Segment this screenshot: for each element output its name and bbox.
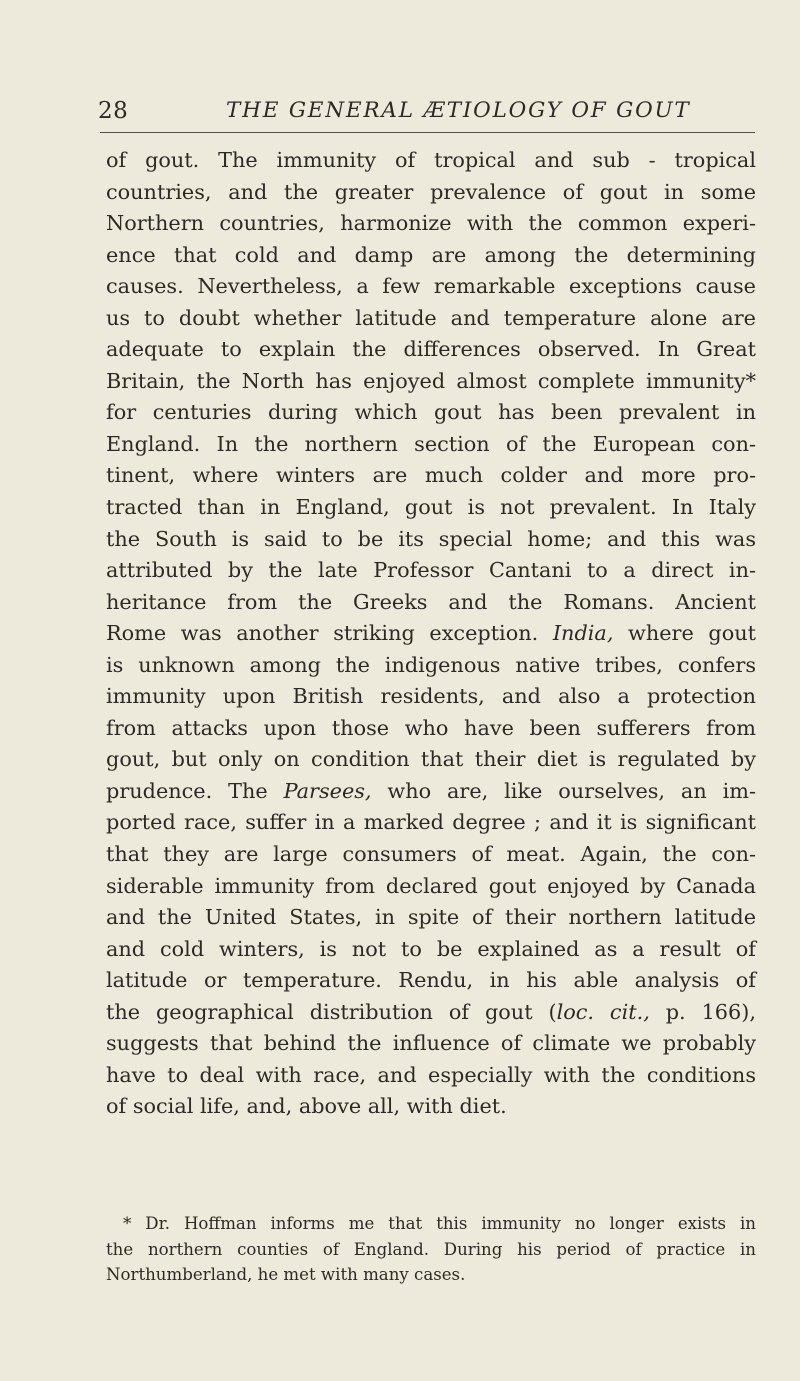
text-line: [106, 776, 756, 808]
text-line: [106, 618, 756, 650]
text-line: immunity upon British residents, and also a protection: [106, 684, 756, 709]
header-rule: [100, 132, 755, 133]
text-line: England. In the northern section of the European con-: [106, 431, 756, 456]
text-line: from attacks upon those who have been sufferers from: [106, 715, 756, 740]
text-line: ence that cold and damp are among the determining: [106, 242, 756, 267]
footnote-line: the northern counties of England. During his period of practice in: [106, 1239, 756, 1259]
text-line: that they are large consumers of meat. Again, the con-: [106, 842, 756, 867]
footnote: [106, 1211, 756, 1288]
text-line: us to doubt whether latitude and temperature alone are: [106, 305, 756, 330]
running-title: THE GENERAL ÆTIOLOGY OF GOUT: [226, 98, 691, 123]
text-line: for centuries during which gout has been prevalent in: [106, 400, 756, 425]
text-line: Northern countries, harmonize with the common experi-: [106, 211, 756, 236]
text-line: of social life, and, above all, with diet.: [106, 1094, 507, 1119]
text-line: ported race, suffer in a marked degree ; and it is significant: [106, 810, 756, 835]
body-paragraph: [106, 145, 756, 1123]
text-line: of gout. The immunity of tropical and sub - tropical: [106, 148, 756, 172]
footnote-line: Northumberland, he met with many cases.: [106, 1265, 466, 1284]
text-line: tracted than in England, gout is not prevalent. In Italy: [106, 495, 756, 520]
text-line: heritance from the Greeks and the Romans. Ancient: [106, 589, 756, 614]
text-line: and the United States, in spite of their northern latitude: [106, 905, 756, 930]
text-segment: prudence. The: [106, 778, 268, 803]
text-segment: p. 166),: [665, 999, 756, 1024]
text-segment: who are, like ourselves, an im-: [387, 778, 756, 803]
text-line: is unknown among the indigenous native tribes, confers: [106, 652, 756, 677]
text-line: gout, but only on condition that their diet is regulated by: [106, 747, 756, 772]
text-line: attributed by the late Professor Cantani to a direct in-: [106, 558, 756, 583]
text-line: latitude or temperature. Rendu, in his able analysis of: [106, 968, 756, 993]
text-line: countries, and the greater prevalence of gout in some: [106, 179, 756, 204]
text-line: the South is said to be its special home; and this was: [106, 526, 756, 551]
text-line: adequate to explain the differences observed. In Great: [106, 337, 756, 362]
text-line: causes. Nevertheless, a few remarkable exceptions cause: [106, 274, 756, 299]
text-line: and cold winters, is not to be explained as a result of: [106, 936, 756, 961]
text-segment: the geographical distribution of gout (: [106, 999, 557, 1024]
italic-citation: loc. cit.,: [556, 999, 650, 1024]
page-header: [98, 98, 758, 128]
text-line: have to deal with race, and especially with the conditions: [106, 1062, 756, 1087]
italic-term-parsees: Parsees,: [283, 778, 372, 803]
text-line: suggests that behind the influence of climate we probably: [106, 1031, 756, 1056]
page-number: 28: [98, 98, 129, 124]
italic-term-india: India,: [552, 621, 614, 646]
text-line: tinent, where winters are much colder and more pro-: [106, 463, 756, 488]
text-segment: where gout: [628, 621, 756, 646]
footnote-line: * Dr. Hoffman informs me that this immunity no longer exists in: [123, 1214, 756, 1233]
text-segment: Rome was another striking exception.: [106, 621, 539, 646]
text-line: siderable immunity from declared gout enjoyed by Canada: [106, 873, 756, 898]
text-line: [106, 997, 756, 1029]
text-line: Britain, the North has enjoyed almost complete immunity*: [106, 368, 756, 393]
